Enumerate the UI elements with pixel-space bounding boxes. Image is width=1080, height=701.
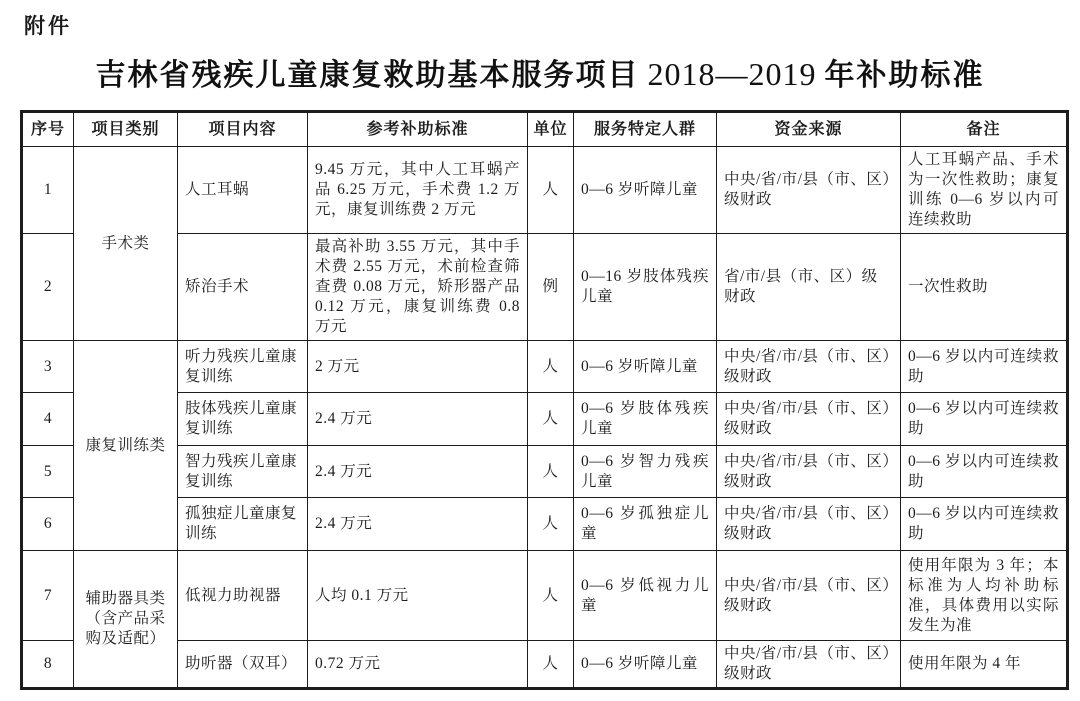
cell-index: 8 — [22, 641, 74, 689]
cell-content: 孤独症儿童康复训练 — [178, 498, 308, 551]
cell-funding: 中央/省/市/县（市、区）级财政 — [717, 498, 901, 551]
cell-index: 5 — [22, 446, 74, 498]
cell-remark: 0—6 岁以内可连续救助 — [901, 498, 1068, 551]
cell-funding: 中央/省/市/县（市、区）级财政 — [717, 341, 901, 393]
col-header-population: 服务特定人群 — [574, 112, 717, 147]
cell-unit: 人 — [528, 551, 574, 641]
cell-content: 助听器（双耳） — [178, 641, 308, 689]
cell-standard: 2 万元 — [308, 341, 528, 393]
col-header-remark: 备注 — [901, 112, 1068, 147]
cell-content: 听力残疾儿童康复训练 — [178, 341, 308, 393]
table-row — [22, 446, 1068, 498]
cell-standard: 9.45 万元，其中人工耳蜗产品 6.25 万元，手术费 1.2 万元，康复训练费 2 万元 — [308, 147, 528, 234]
table-row — [22, 341, 1068, 393]
table-row — [22, 551, 1068, 641]
cell-standard: 2.4 万元 — [308, 498, 528, 551]
cell-content: 肢体残疾儿童康复训练 — [178, 393, 308, 446]
cell-category-assistive-devices: 辅助器具类（含产品采购及适配） — [74, 551, 178, 689]
cell-standard: 人均 0.1 万元 — [308, 551, 528, 641]
cell-unit: 人 — [528, 393, 574, 446]
table-row — [22, 641, 1068, 689]
cell-index: 3 — [22, 341, 74, 393]
table-row — [22, 498, 1068, 551]
cell-index: 1 — [22, 147, 74, 234]
cell-remark: 人工耳蜗产品、手术为一次性救助；康复训练 0—6 岁以内可连续救助 — [901, 147, 1068, 234]
cell-content: 人工耳蜗 — [178, 147, 308, 234]
col-header-unit: 单位 — [528, 112, 574, 147]
cell-unit: 人 — [528, 498, 574, 551]
table-row — [22, 147, 1068, 234]
cell-unit: 例 — [528, 234, 574, 341]
col-header-category: 项目类别 — [74, 112, 178, 147]
col-header-funding: 资金来源 — [717, 112, 901, 147]
attachment-label: 附件 — [24, 15, 72, 38]
cell-index: 7 — [22, 551, 74, 641]
cell-standard: 2.4 万元 — [308, 393, 528, 446]
cell-population: 0—16 岁肢体残疾儿童 — [574, 234, 717, 341]
cell-funding: 中央/省/市/县（市、区）级财政 — [717, 551, 901, 641]
cell-remark: 0—6 岁以内可连续救助 — [901, 446, 1068, 498]
title-text-left: 吉林省残疾儿童康复救助基本服务项目 — [95, 59, 640, 92]
cell-standard: 2.4 万元 — [308, 446, 528, 498]
cell-funding: 中央/省/市/县（市、区）级财政 — [717, 446, 901, 498]
cell-funding: 中央/省/市/县（市、区）级财政 — [717, 641, 901, 689]
cell-population: 0—6 岁智力残疾儿童 — [574, 446, 717, 498]
title-text-right: 年补助标准 — [824, 59, 985, 92]
cell-remark: 一次性救助 — [901, 234, 1068, 341]
cell-unit: 人 — [528, 446, 574, 498]
cell-index: 2 — [22, 234, 74, 341]
cell-population: 0—6 岁听障儿童 — [574, 147, 717, 234]
cell-index: 6 — [22, 498, 74, 551]
col-header-content: 项目内容 — [178, 112, 308, 147]
table-row — [22, 393, 1068, 446]
cell-unit: 人 — [528, 147, 574, 234]
cell-remark: 使用年限为 4 年 — [901, 641, 1068, 689]
cell-content: 智力残疾儿童康复训练 — [178, 446, 308, 498]
cell-remark: 使用年限为 3 年；本标准为人均补助标准，具体费用以实际发生为准 — [901, 551, 1068, 641]
page-title — [0, 50, 1080, 94]
cell-population: 0—6 岁肢体残疾儿童 — [574, 393, 717, 446]
cell-category-surgery: 手术类 — [74, 147, 178, 341]
cell-unit: 人 — [528, 641, 574, 689]
cell-population: 0—6 岁听障儿童 — [574, 641, 717, 689]
cell-category-rehab-training: 康复训练类 — [74, 341, 178, 551]
cell-population: 0—6 岁听障儿童 — [574, 341, 717, 393]
cell-content: 低视力助视器 — [178, 551, 308, 641]
table-row — [22, 234, 1068, 341]
cell-funding: 中央/省/市/县（市、区）级财政 — [717, 393, 901, 446]
col-header-index: 序号 — [22, 112, 74, 147]
cell-population: 0—6 岁低视力儿童 — [574, 551, 717, 641]
cell-content: 矫治手术 — [178, 234, 308, 341]
cell-funding: 省/市/县（市、区）级财政 — [717, 234, 901, 341]
cell-unit: 人 — [528, 341, 574, 393]
col-header-standard: 参考补助标准 — [308, 112, 528, 147]
subsidy-standards-table — [20, 110, 1069, 690]
cell-standard: 0.72 万元 — [308, 641, 528, 689]
title-years: 2018—2019 — [647, 56, 817, 92]
cell-standard: 最高补助 3.55 万元，其中手术费 2.55 万元，术前检查筛查费 0.08 万元，矫形器产品 0.12 万元，康复训练费 0.8 万元 — [308, 234, 528, 341]
cell-remark: 0—6 岁以内可连续救助 — [901, 341, 1068, 393]
cell-remark: 0—6 岁以内可连续救助 — [901, 393, 1068, 446]
cell-funding: 中央/省/市/县（市、区）级财政 — [717, 147, 901, 234]
table-header-row — [22, 112, 1068, 147]
cell-population: 0—6 岁孤独症儿童 — [574, 498, 717, 551]
cell-index: 4 — [22, 393, 74, 446]
